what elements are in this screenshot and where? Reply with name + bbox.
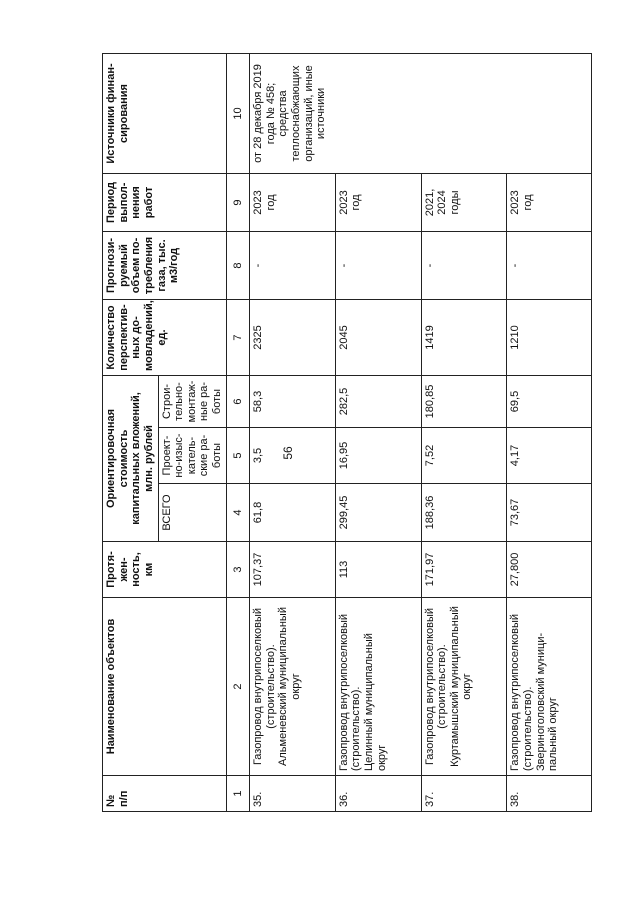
row-period: 2021, 2024 годы	[421, 174, 507, 232]
row-name: Газопровод внутрипоселковый (строительство). Целинный муниципальный округ	[335, 598, 421, 776]
row-name: Газопровод внутрипоселковый (строительство). Звериноголовский муници- пальный округ	[507, 598, 592, 776]
row-name: Газопровод внутрипоселковый (строительство). Альменевский муниципальный округ	[250, 598, 336, 776]
column-number: 6	[226, 376, 249, 428]
row-gas-volume: -	[421, 232, 507, 300]
investment-table	[102, 53, 592, 812]
row-design: 7,52	[421, 428, 507, 484]
row-total: 188,36	[421, 484, 507, 542]
row-households: 2325	[250, 300, 336, 376]
row-length: 171,97	[421, 542, 507, 598]
column-number: 9	[226, 174, 249, 232]
row-length: 113	[335, 542, 421, 598]
row-households: 1419	[421, 300, 507, 376]
header-sources: Источники финан- сирования	[103, 54, 227, 174]
header-construction: Строи- тельно- монтаж- ные ра- боты	[158, 376, 226, 428]
row-total: 299,45	[335, 484, 421, 542]
header-total: ВСЕГО	[158, 484, 226, 542]
row-num: 36.	[335, 776, 421, 812]
row-gas-volume: -	[507, 232, 592, 300]
column-number: 2	[226, 598, 249, 776]
column-number: 4	[226, 484, 249, 542]
row-gas-volume: -	[335, 232, 421, 300]
row-name: Газопровод внутрипоселковый (строительство). Куртамышский муниципальный округ	[421, 598, 507, 776]
row-period: 2023 год	[335, 174, 421, 232]
header-design: Проект- но-изыс- катель- ские ра- боты	[158, 428, 226, 484]
column-number: 7	[226, 300, 249, 376]
row-households: 2045	[335, 300, 421, 376]
page-number: 56	[281, 445, 295, 460]
row-num: 35.	[250, 776, 336, 812]
row-total: 61,8	[250, 484, 336, 542]
column-number: 3	[226, 542, 249, 598]
row-num: 38.	[507, 776, 592, 812]
row-total: 73,67	[507, 484, 592, 542]
header-name: Наименование объектов	[103, 598, 227, 776]
header-length: Протя- жен- ность, км	[103, 542, 227, 598]
table-row	[250, 54, 336, 812]
row-num: 37.	[421, 776, 507, 812]
column-number: 5	[226, 428, 249, 484]
sources-cell: от 28 декабря 2019 года № 458; средства теплоснабжающих организаций, иные источники	[250, 54, 592, 174]
row-design: 16,95	[335, 428, 421, 484]
header-period: Период выпол- нения работ	[103, 174, 227, 232]
row-length: 27,800	[507, 542, 592, 598]
row-households: 1210	[507, 300, 592, 376]
row-construction: 58,3	[250, 376, 336, 428]
row-construction: 282,5	[335, 376, 421, 428]
column-number: 1	[226, 776, 249, 812]
header-gas-volume: Прогнози- руемый объем по- требления газа, тыс. м3/год	[103, 232, 227, 300]
row-period: 2023 год	[250, 174, 336, 232]
rotated-table-wrapper	[102, 54, 592, 812]
header-cost-group: Ориентировочная стоимость капитальных вложений, млн. рублей	[103, 376, 159, 542]
row-construction: 69,5	[507, 376, 592, 428]
column-number: 10	[226, 54, 249, 174]
column-number: 8	[226, 232, 249, 300]
header-households: Количество перспектив- ных до- мовладений, ед.	[103, 300, 227, 376]
header-num: № п/п	[103, 776, 227, 812]
row-design: 3,5	[250, 428, 336, 484]
row-period: 2023 год	[507, 174, 592, 232]
row-design: 4,17	[507, 428, 592, 484]
row-construction: 180,85	[421, 376, 507, 428]
row-gas-volume: -	[250, 232, 336, 300]
row-length: 107,37	[250, 542, 336, 598]
